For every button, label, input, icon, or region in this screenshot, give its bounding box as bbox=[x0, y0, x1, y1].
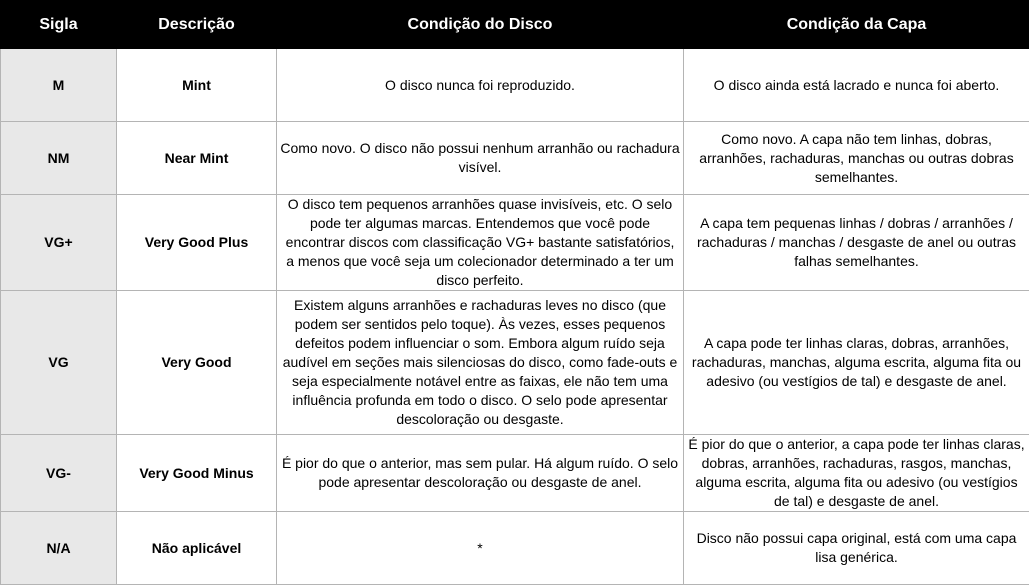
disco-cell: Existem alguns arranhões e rachaduras leves no disco (que podem ser sentidos pelo toque). Às vezes, esses pequenos defeitos podem influenciar o som. Embora algum ruído seja audível em seções mais silenciosas do disco, como fade-outs e seja especialmente notável entre as faixas, ele não tem uma influência profunda em todo o disco. O selo pode apresentar descoloração ou desgaste. bbox=[277, 291, 684, 435]
capa-cell: O disco ainda está lacrado e nunca foi aberto. bbox=[684, 49, 1029, 122]
disco-cell: O disco nunca foi reproduzido. bbox=[277, 49, 684, 122]
descricao-cell: Very Good bbox=[117, 291, 277, 435]
capa-cell: É pior do que o anterior, a capa pode ter linhas claras, dobras, arranhões, rachaduras, rasgos, manchas, alguma escrita, alguma fita ou adesivo (ou vestígios de tal) e desgaste de anel. bbox=[684, 435, 1029, 512]
header-descricao: Descrição bbox=[117, 1, 277, 49]
descricao-cell: Não aplicável bbox=[117, 512, 277, 585]
disco-cell: O disco tem pequenos arranhões quase invisíveis, etc. O selo pode ter algumas marcas. Entendemos que você pode encontrar discos com classificação VG+ bastante satisfatórios, a menos que você seja um colecionador determinado a ter um disco perfeito. bbox=[277, 195, 684, 291]
sigla-cell: VG+ bbox=[1, 195, 117, 291]
header-condicao-capa: Condição da Capa bbox=[684, 1, 1029, 49]
capa-cell: Como novo. A capa não tem linhas, dobras, arranhões, rachaduras, manchas ou outras dobras semelhantes. bbox=[684, 122, 1029, 195]
capa-cell: Disco não possui capa original, está com uma capa lisa genérica. bbox=[684, 512, 1029, 585]
table-row bbox=[1, 291, 1029, 435]
table-row bbox=[1, 122, 1029, 195]
table-row bbox=[1, 512, 1029, 585]
header-row bbox=[1, 1, 1029, 49]
header-condicao-disco: Condição do Disco bbox=[277, 1, 684, 49]
capa-cell: A capa pode ter linhas claras, dobras, arranhões, rachaduras, manchas, alguma escrita, alguma fita ou adesivo (ou vestígios de tal) e desgaste de anel. bbox=[684, 291, 1029, 435]
header-sigla: Sigla bbox=[1, 1, 117, 49]
disco-cell: * bbox=[277, 512, 684, 585]
descricao-cell: Mint bbox=[117, 49, 277, 122]
descricao-cell: Very Good Minus bbox=[117, 435, 277, 512]
table-row bbox=[1, 195, 1029, 291]
sigla-cell: M bbox=[1, 49, 117, 122]
sigla-cell: N/A bbox=[1, 512, 117, 585]
disco-cell: Como novo. O disco não possui nenhum arranhão ou rachadura visível. bbox=[277, 122, 684, 195]
sigla-cell: VG bbox=[1, 291, 117, 435]
disco-cell: É pior do que o anterior, mas sem pular. Há algum ruído. O selo pode apresentar descoloração ou desgaste de anel. bbox=[277, 435, 684, 512]
capa-cell: A capa tem pequenas linhas / dobras / arranhões / rachaduras / manchas / desgaste de anel ou outras falhas semelhantes. bbox=[684, 195, 1029, 291]
sigla-cell: NM bbox=[1, 122, 117, 195]
sigla-cell: VG- bbox=[1, 435, 117, 512]
descricao-cell: Near Mint bbox=[117, 122, 277, 195]
table-row bbox=[1, 435, 1029, 512]
descricao-cell: Very Good Plus bbox=[117, 195, 277, 291]
table-row bbox=[1, 49, 1029, 122]
